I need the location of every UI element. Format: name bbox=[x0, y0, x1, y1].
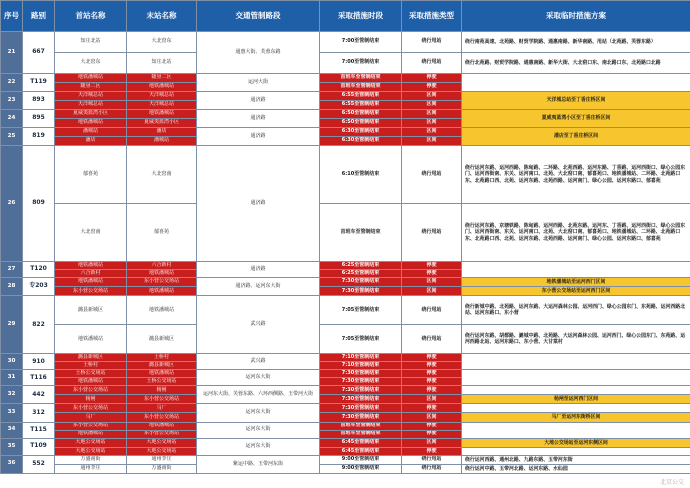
row-type: 停驶 bbox=[402, 270, 462, 278]
row-plan: 绕行新城中路、北苑路、运河东路、大运河森林公园、运河西门、绿心公园东门、东苑路、运河西路北站、运河东路口、东小营 bbox=[462, 296, 690, 325]
table-row bbox=[1, 53, 690, 74]
row-plan bbox=[462, 354, 690, 370]
row-type: 绕行甩站 bbox=[402, 53, 462, 74]
row-end: 东小营公交场站 bbox=[127, 430, 197, 438]
row-plan: 东小营公交场站至运河西门区间 bbox=[462, 287, 690, 296]
table-row bbox=[1, 296, 690, 325]
row-segment: 通济路、运河东大街 bbox=[197, 278, 320, 296]
watermark: 北京公交 bbox=[659, 479, 684, 486]
row-segment: 运河东大街 bbox=[197, 438, 320, 455]
table-row bbox=[1, 287, 690, 296]
row-time: 6:10至管制结束 bbox=[320, 146, 402, 204]
row-time: 7:30至管制结束 bbox=[320, 413, 402, 422]
row-type: 绕行甩站 bbox=[402, 464, 462, 473]
row-start: 地铁潘城站 bbox=[55, 74, 127, 83]
table-row bbox=[1, 204, 690, 262]
row-start: 六合新村 bbox=[55, 270, 127, 278]
row-start: 潘城站 bbox=[55, 128, 127, 137]
row-type: 停驶 bbox=[402, 362, 462, 370]
row-start: 随垦二区 bbox=[55, 83, 127, 92]
row-time: 7:30至管制结束 bbox=[320, 278, 402, 287]
row-time: 9:00至管制结束 bbox=[320, 455, 402, 464]
table-row bbox=[1, 32, 690, 53]
row-route: T109 bbox=[23, 438, 55, 455]
row-time: 7:30至管制结束 bbox=[320, 404, 402, 413]
row-time: 6:25至管制结束 bbox=[320, 270, 402, 278]
row-type: 区间 bbox=[402, 287, 462, 296]
row-route: 专203 bbox=[23, 278, 55, 296]
row-route: 819 bbox=[23, 128, 55, 146]
row-route: T120 bbox=[23, 262, 55, 278]
row-segment: 运河东大街、芙蓉东路、六环西侧路、玉带河大街 bbox=[197, 386, 320, 404]
header-plan: 采取临时措施方案 bbox=[462, 1, 690, 32]
row-start: 大地公交场站 bbox=[55, 438, 127, 447]
table-row bbox=[1, 92, 690, 101]
table-row bbox=[1, 395, 690, 404]
row-end: 地铁潘城站 bbox=[127, 270, 197, 278]
row-seq: 22 bbox=[1, 74, 23, 92]
row-type: 区间 bbox=[402, 438, 462, 447]
row-start: 郁喜苑 bbox=[55, 146, 127, 204]
row-route: 552 bbox=[23, 455, 55, 473]
row-seq: 34 bbox=[1, 422, 23, 438]
table-row bbox=[1, 354, 690, 362]
row-end: 大北窑南 bbox=[127, 146, 197, 204]
row-end: 马厂 bbox=[127, 404, 197, 413]
row-time: 首班车至管制结束 bbox=[320, 74, 402, 83]
row-route: 312 bbox=[23, 404, 55, 422]
row-start: 地铁潘城站 bbox=[55, 119, 127, 128]
row-type: 区间 bbox=[402, 413, 462, 422]
row-seq: 23 bbox=[1, 92, 23, 110]
row-plan: 绕行运河西路、通州北路、九路东路、玉带河东街 bbox=[462, 455, 690, 464]
row-route: 667 bbox=[23, 32, 55, 74]
table-row bbox=[1, 325, 690, 354]
row-time: 6:55至管制结束 bbox=[320, 101, 402, 110]
row-type: 区间 bbox=[402, 395, 462, 404]
row-end: 六合新村 bbox=[127, 262, 197, 270]
row-end: 土桥公交场站 bbox=[127, 378, 197, 386]
row-segment: 通济路 bbox=[197, 92, 320, 110]
header-seq: 序号 bbox=[1, 1, 23, 32]
row-plan: 绕行运河东路、胡都路、潞城中路、北苑路、大运河森林公园、运河西门、绿心公园东门、东苑路、运河西路北站、运河东路口、东小营、大甘棠村 bbox=[462, 325, 690, 354]
row-time: 首班车至管制结束 bbox=[320, 83, 402, 92]
row-type: 绕行甩站 bbox=[402, 146, 462, 204]
row-end: 郁喜苑 bbox=[127, 204, 197, 262]
row-plan: 地铁潘城站至运河西门区间 bbox=[462, 278, 690, 287]
row-segment: 通济路 bbox=[197, 110, 320, 128]
row-type: 区间 bbox=[402, 110, 462, 119]
row-segment: 通济路 bbox=[197, 146, 320, 262]
row-time: 7:05至管制结束 bbox=[320, 296, 402, 325]
row-seq: 31 bbox=[1, 370, 23, 386]
row-type: 停驶 bbox=[402, 370, 462, 378]
row-plan: 绕行北苑路、财贸学院路、通惠南路、新华大街、大北窑口东、南北路口东、北苑路口北路 bbox=[462, 53, 690, 74]
row-time: 7:30至管制结束 bbox=[320, 395, 402, 404]
row-type: 绕行甩站 bbox=[402, 296, 462, 325]
row-end: 土桥村 bbox=[127, 354, 197, 362]
row-start: 杨闸 bbox=[55, 395, 127, 404]
row-type: 停驶 bbox=[402, 354, 462, 362]
table-row bbox=[1, 110, 690, 119]
row-time: 6:30至管制结束 bbox=[320, 128, 402, 137]
row-seq: 26 bbox=[1, 146, 23, 262]
row-plan: 绕行运河东路、运河西路、陈甸路、二环路、北苑西路、运河东路、丁香路、运河西街口、绿心公园东门、运河西街南、东关、运河南口、北苑、大北窑口南、郁喜苑口、地铁潘城站、二环路、北苑路口东、北苑路口西、北苑、运河东路、北苑西路、运河南门、绿心公园、运河东路口、郁喜苑 bbox=[462, 146, 690, 204]
row-start: 大北窑东 bbox=[55, 53, 127, 74]
row-time: 7:30至管制结束 bbox=[320, 370, 402, 378]
row-start: 土桥村 bbox=[55, 362, 127, 370]
row-end: 杨闸 bbox=[127, 386, 197, 395]
row-start: 天洋城总站 bbox=[55, 92, 127, 101]
row-time: 7:30至管制结束 bbox=[320, 287, 402, 296]
row-seq: 27 bbox=[1, 262, 23, 278]
row-end: 地铁潘城站 bbox=[127, 83, 197, 92]
table-row bbox=[1, 413, 690, 422]
row-end: 地铁潘城站 bbox=[127, 370, 197, 378]
row-start: 潞县新城区 bbox=[55, 296, 127, 325]
row-start: 地铁潘城站 bbox=[55, 430, 127, 438]
row-time: 首班车至管制结束 bbox=[320, 430, 402, 438]
row-time: 9:00至管制结束 bbox=[320, 464, 402, 473]
row-start: 东小营公交场站 bbox=[55, 404, 127, 413]
table-row bbox=[1, 146, 690, 204]
row-time: 7:00至管制结束 bbox=[320, 53, 402, 74]
row-segment: 通济路 bbox=[197, 262, 320, 278]
row-type: 区间 bbox=[402, 92, 462, 101]
row-time: 7:30至管制结束 bbox=[320, 386, 402, 395]
row-time: 7:00至管制结束 bbox=[320, 32, 402, 53]
table-row bbox=[1, 404, 690, 413]
row-type: 绕行甩站 bbox=[402, 455, 462, 464]
table-row bbox=[1, 370, 690, 378]
row-end: 天洋城总站 bbox=[127, 92, 197, 101]
row-time: 6:25至管制结束 bbox=[320, 262, 402, 270]
row-end: 夏威夷蓝湾小区 bbox=[127, 119, 197, 128]
row-plan: 马厂至运河东街桥区间 bbox=[462, 413, 690, 422]
table-row bbox=[1, 422, 690, 430]
row-start: 地铁潘城站 bbox=[55, 378, 127, 386]
row-start: 马厂 bbox=[55, 413, 127, 422]
row-time: 7:05至管制结束 bbox=[320, 325, 402, 354]
row-end: 天洋城总站 bbox=[127, 101, 197, 110]
row-type: 绕行甩站 bbox=[402, 325, 462, 354]
row-type: 停驶 bbox=[402, 430, 462, 438]
row-start: 东小营公交场站 bbox=[55, 287, 127, 296]
row-route: 895 bbox=[23, 110, 55, 128]
table-row bbox=[1, 278, 690, 287]
header-end: 末站名称 bbox=[127, 1, 197, 32]
row-segment: 通济路 bbox=[197, 128, 320, 146]
row-end: 大北窑东 bbox=[127, 32, 197, 53]
row-segment: 紫运中路、玉带河东街 bbox=[197, 455, 320, 473]
header-type: 采取措施类型 bbox=[402, 1, 462, 32]
row-segment: 运河东大街 bbox=[197, 422, 320, 438]
row-segment: 武兴路 bbox=[197, 354, 320, 370]
row-seq: 35 bbox=[1, 438, 23, 455]
table-row bbox=[1, 438, 690, 447]
row-time: 6:45至管制结束 bbox=[320, 438, 402, 447]
row-end: 地铁潘城站 bbox=[127, 422, 197, 430]
row-end: 潞县新城区 bbox=[127, 362, 197, 370]
row-type: 停驶 bbox=[402, 422, 462, 430]
row-seq: 32 bbox=[1, 386, 23, 404]
row-time: 6:45至管制结束 bbox=[320, 447, 402, 455]
row-time: 6:50至管制结束 bbox=[320, 110, 402, 119]
row-type: 区间 bbox=[402, 278, 462, 287]
row-end: 大地公交场站 bbox=[127, 447, 197, 455]
row-plan: 绕行南苑高速、北苑路、财贸学院路、通惠南路、新华南路、甩站（北苑路、芙蓉东路） bbox=[462, 32, 690, 53]
row-type: 停驶 bbox=[402, 378, 462, 386]
row-route: 910 bbox=[23, 354, 55, 370]
header-row bbox=[1, 1, 690, 32]
row-seq: 25 bbox=[1, 128, 23, 146]
row-time: 7:10至管制结束 bbox=[320, 362, 402, 370]
header-segment: 交通管制路段 bbox=[197, 1, 320, 32]
row-start: 地铁潘城站 bbox=[55, 325, 127, 354]
row-type: 停驶 bbox=[402, 262, 462, 270]
table-row bbox=[1, 74, 690, 83]
row-seq: 36 bbox=[1, 455, 23, 473]
row-end: 潘城站 bbox=[127, 137, 197, 146]
table-row bbox=[1, 262, 690, 270]
row-type: 停驶 bbox=[402, 404, 462, 413]
row-segment: 通惠大街、芙蓉东路 bbox=[197, 32, 320, 74]
row-segment: 武兴路 bbox=[197, 296, 320, 354]
row-end: 东小营公交场站 bbox=[127, 413, 197, 422]
row-end: 地铁潘城站 bbox=[127, 287, 197, 296]
row-plan: 潘店至丁香庄桥区间 bbox=[462, 128, 690, 146]
row-type: 停驶 bbox=[402, 74, 462, 83]
row-start: 土桥公交场站 bbox=[55, 370, 127, 378]
row-route: 442 bbox=[23, 386, 55, 404]
header-route: 路别 bbox=[23, 1, 55, 32]
row-segment: 运河东大街 bbox=[197, 404, 320, 422]
row-time: 6:55至管制结束 bbox=[320, 92, 402, 101]
row-time: 7:10至管制结束 bbox=[320, 354, 402, 362]
row-type: 区间 bbox=[402, 119, 462, 128]
row-seq: 30 bbox=[1, 354, 23, 370]
row-end: 潘店 bbox=[127, 128, 197, 137]
row-segment: 运河大街 bbox=[197, 74, 320, 92]
row-type: 区间 bbox=[402, 128, 462, 137]
row-start: 地铁潘城站 bbox=[55, 278, 127, 287]
row-start: 大北窑南 bbox=[55, 204, 127, 262]
row-route: 822 bbox=[23, 296, 55, 354]
table-row bbox=[1, 128, 690, 137]
row-start: 地铁潘城站 bbox=[55, 262, 127, 270]
row-plan bbox=[462, 262, 690, 278]
row-type: 区间 bbox=[402, 101, 462, 110]
row-type: 绕行甩站 bbox=[402, 204, 462, 262]
row-plan bbox=[462, 447, 690, 455]
row-seq: 24 bbox=[1, 110, 23, 128]
row-end: 潞县新城区 bbox=[127, 325, 197, 354]
row-route: T116 bbox=[23, 370, 55, 386]
row-plan bbox=[462, 386, 690, 395]
row-end: 通州李庄 bbox=[127, 455, 197, 464]
row-time: 6:30至管制结束 bbox=[320, 137, 402, 146]
row-segment: 运河东大街 bbox=[197, 370, 320, 386]
row-plan: 绕行运河东路、京塘铁路、陈甸路、运河西路、北苑东路、运河东、丁香路、运河西街口、绿心公园东门、运河西街南、东关、运河南口、北苑、大北窑口南、郁喜苑口、地铁潘城站、二环路、北苑路口东、北苑路口西、北苑、运河东路、北苑西路、运河南门、绿心公园、运河东路口、郁喜苑 bbox=[462, 204, 690, 262]
row-plan bbox=[462, 74, 690, 92]
row-time: 首班车至管制结束 bbox=[320, 204, 402, 262]
row-end: 大地公交场站 bbox=[127, 438, 197, 447]
row-end: 万盛南街 bbox=[127, 464, 197, 473]
row-plan bbox=[462, 404, 690, 413]
row-start: 东小营公交场站 bbox=[55, 422, 127, 430]
row-end: 随垦二区 bbox=[127, 74, 197, 83]
row-route: T115 bbox=[23, 422, 55, 438]
row-plan: 杨闸至运河西门区间 bbox=[462, 395, 690, 404]
row-type: 停驶 bbox=[402, 386, 462, 395]
header-period: 采取措施时段 bbox=[320, 1, 402, 32]
row-end: 东小营公交场站 bbox=[127, 278, 197, 287]
row-end: 地铁潘城站 bbox=[127, 110, 197, 119]
row-seq: 28 bbox=[1, 278, 23, 296]
row-route: T119 bbox=[23, 74, 55, 92]
row-plan: 大地公交场站至运河东侧区间 bbox=[462, 438, 690, 447]
row-end: 东小营公交场站 bbox=[127, 395, 197, 404]
row-time: 7:30至管制结束 bbox=[320, 378, 402, 386]
row-seq: 29 bbox=[1, 296, 23, 354]
header-start: 首站名称 bbox=[55, 1, 127, 32]
row-route: 893 bbox=[23, 92, 55, 110]
row-time: 首班车至管制结束 bbox=[320, 422, 402, 430]
table-row bbox=[1, 447, 690, 455]
row-start: 通州李庄 bbox=[55, 464, 127, 473]
row-start: 大地公交场站 bbox=[55, 447, 127, 455]
row-start: 天洋城总站 bbox=[55, 101, 127, 110]
row-type: 停驶 bbox=[402, 447, 462, 455]
row-plan bbox=[462, 370, 690, 386]
row-start: 潞县新城区 bbox=[55, 354, 127, 362]
row-start: 夏威夷蓝湾小区 bbox=[55, 110, 127, 119]
table-row bbox=[1, 455, 690, 464]
row-start: 知庄北站 bbox=[55, 32, 127, 53]
row-route: 809 bbox=[23, 146, 55, 262]
row-seq: 21 bbox=[1, 32, 23, 74]
row-start: 万盛南街 bbox=[55, 455, 127, 464]
row-type: 绕行甩站 bbox=[402, 32, 462, 53]
row-end: 地铁潘城站 bbox=[127, 296, 197, 325]
row-start: 潘店 bbox=[55, 137, 127, 146]
row-type: 区间 bbox=[402, 137, 462, 146]
row-type: 停驶 bbox=[402, 83, 462, 92]
table-row bbox=[1, 464, 690, 473]
row-plan bbox=[462, 422, 690, 438]
row-seq: 33 bbox=[1, 404, 23, 422]
table-row bbox=[1, 386, 690, 395]
row-time: 6:50至管制结束 bbox=[320, 119, 402, 128]
row-end: 知庄北站 bbox=[127, 53, 197, 74]
row-plan: 绕行运河中路、玉带河北路、运河东路、水仙园 bbox=[462, 464, 690, 473]
row-plan: 天洋城总站至丁香庄桥区间 bbox=[462, 92, 690, 110]
row-start: 东小营公交场站 bbox=[55, 386, 127, 395]
row-plan: 夏威夷蓝湾小区至丁香庄桥区间 bbox=[462, 110, 690, 128]
